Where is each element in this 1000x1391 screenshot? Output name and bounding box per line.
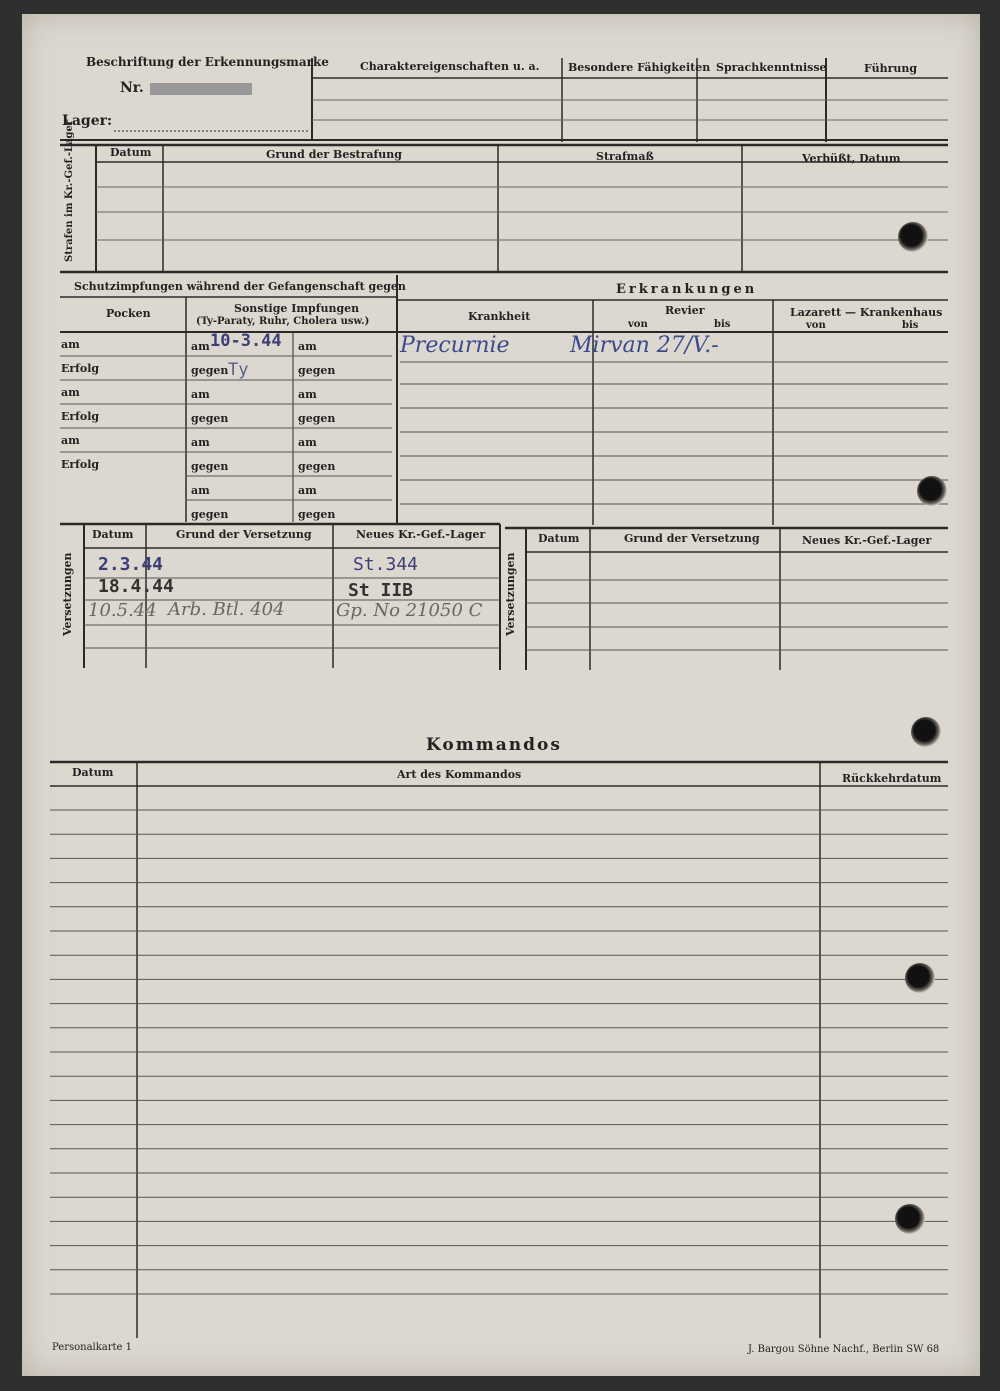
- row-label: am: [298, 484, 317, 497]
- strafen-datum-header: Datum: [110, 146, 152, 159]
- row-label: gegen: [298, 364, 336, 377]
- fuehrung-header: Führung: [864, 62, 918, 75]
- revier-header: Revier: [665, 304, 705, 317]
- row-label: gegen: [298, 412, 336, 425]
- row-label: gegen: [298, 460, 336, 473]
- row-label: Erfolg: [61, 458, 100, 471]
- sonstige-header-1: Sonstige Impfungen: [234, 302, 360, 315]
- erkrankungen-title: Erkrankungen: [616, 282, 758, 297]
- row-label: am: [298, 340, 317, 353]
- versetzung-lager-2: St IIB: [348, 580, 414, 601]
- revier-entry: Mirvan 27/V.-: [570, 333, 719, 358]
- strafen-side-label: Strafen im Kr.-Gef.-Lager: [64, 119, 75, 262]
- footer-left: Personalkarte 1: [52, 1342, 133, 1353]
- nr-label: Nr.: [120, 80, 144, 96]
- revier-bis: bis: [714, 319, 731, 330]
- sonstige-header-2: (Ty-Paraty, Ruhr, Cholera usw.): [196, 316, 370, 327]
- rueckkehr-header: Rückkehrdatum: [842, 772, 942, 785]
- versetzung-datum-header: Datum: [92, 528, 134, 541]
- row-label: am: [191, 340, 210, 353]
- kommando-datum-header: Datum: [72, 766, 114, 779]
- row-label: Erfolg: [61, 362, 100, 375]
- versetzungen-side-label: Versetzungen: [61, 552, 74, 636]
- row-label: gegen: [191, 508, 229, 521]
- row-label: am: [61, 434, 80, 447]
- versetzung-datum-header-right: Datum: [538, 532, 580, 545]
- row-label: am: [298, 436, 317, 449]
- versetzung-grund-header: Grund der Versetzung: [176, 528, 312, 541]
- punch-hole: [905, 963, 935, 993]
- versetzung-lager-header-right: Neues Kr.-Gef.-Lager: [802, 534, 932, 547]
- punch-hole: [917, 476, 947, 506]
- impfungen-title: Schutzimpfungen während der Gefangenschaft gegen: [74, 280, 406, 293]
- row-label: am: [298, 388, 317, 401]
- row-label: gegen: [298, 508, 336, 521]
- lazarett-header: Lazarett — Krankenhaus: [790, 306, 943, 319]
- row-label: am: [191, 388, 210, 401]
- versetzung-lager-header: Neues Kr.-Gef.-Lager: [356, 528, 486, 541]
- row-label: gegen: [191, 412, 229, 425]
- versetzung-datum-2: 18.4.44: [98, 576, 174, 597]
- versetzung-grund-3: Arb. Btl. 404: [168, 599, 285, 620]
- versetzung-datum-1: 2.3.44: [98, 554, 164, 575]
- row-label: am: [191, 436, 210, 449]
- lager-label: Lager:: [62, 113, 113, 129]
- versetzung-lager-1: St.344: [353, 554, 419, 575]
- impf-gegen-stamp: Ty: [228, 360, 249, 380]
- krankheit-entry: Precurnie: [400, 333, 510, 358]
- kommando-art-header: Art des Kommandos: [397, 768, 522, 781]
- charakter-header: Charaktereigenschaften u. a.: [360, 60, 540, 73]
- row-label: am: [61, 386, 80, 399]
- revier-von: von: [628, 319, 648, 330]
- punch-hole: [911, 717, 941, 747]
- verbuesst-header: Verbüßt, Datum: [802, 152, 901, 165]
- row-label: gegen: [191, 460, 229, 473]
- faehigkeiten-header: Besondere Fähigkeiten: [568, 61, 711, 74]
- punch-hole: [898, 222, 928, 252]
- versetzung-lager-3: Gp. No 21050 C: [336, 600, 483, 621]
- lazarett-bis: bis: [902, 320, 919, 331]
- strafmass-header: Strafmaß: [596, 150, 654, 163]
- footer-right: J. Bargou Söhne Nachf., Berlin SW 68: [748, 1344, 940, 1355]
- impf-date-stamp: 10-3.44: [210, 331, 282, 351]
- row-label: am: [61, 338, 80, 351]
- versetzung-datum-3: 10.5.44: [88, 600, 157, 621]
- punch-hole: [895, 1204, 925, 1234]
- pocken-header: Pocken: [106, 307, 151, 320]
- row-label: Erfolg: [61, 410, 100, 423]
- erkennungsmarke-title: Beschriftung der Erkennungsmarke: [86, 55, 329, 69]
- row-label: am: [191, 484, 210, 497]
- row-label: gegen: [191, 364, 229, 377]
- versetzungen-side-label-right: Versetzungen: [504, 552, 517, 636]
- versetzung-grund-header-right: Grund der Versetzung: [624, 532, 760, 545]
- krankheit-header: Krankheit: [468, 310, 531, 323]
- lazarett-von: von: [806, 320, 826, 331]
- strafen-grund-header: Grund der Bestrafung: [266, 148, 402, 161]
- kommandos-title: Kommandos: [426, 735, 562, 755]
- sprach-header: Sprachkenntnisse: [716, 61, 827, 74]
